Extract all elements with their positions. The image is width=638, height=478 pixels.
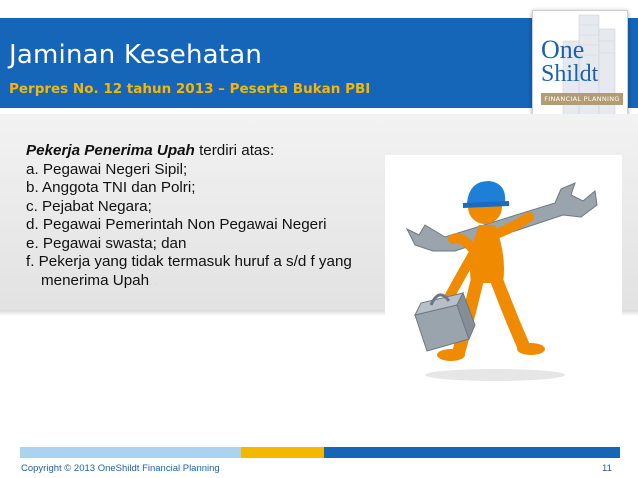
list-item: b. Anggota TNI dan Polri; — [26, 179, 196, 196]
page-number: 11 — [602, 463, 612, 474]
intro-line — [26, 142, 386, 161]
slide-title: Jaminan Kesehatan — [9, 40, 263, 70]
list-item: d. Pegawai Pemerintah Non Pegawai Negeri — [26, 216, 327, 233]
list-item: e. Pegawai swasta; dan — [26, 234, 187, 252]
footer-bar-light — [20, 447, 241, 458]
logo-text-one: One — [541, 35, 585, 64]
worker-illustration — [385, 155, 622, 388]
intro-emphasis: Pekerja Penerima Upah — [26, 142, 195, 159]
list-item: c. Pejabat Negara; — [26, 197, 152, 215]
footer-bar-yellow — [241, 447, 324, 458]
footer-bar-blue — [324, 447, 620, 458]
oneshildt-logo — [532, 10, 628, 130]
list-item: f. Pekerja yang tidak termasuk huruf a s/d f yang — [26, 253, 352, 270]
list-item: a. Pegawai Negeri Sipil; — [26, 160, 188, 178]
footer-copyright: Copyright © 2013 OneShildt Financial Planning — [21, 463, 220, 474]
intro-rest: terdiri atas: — [194, 142, 275, 159]
logo-text-shildt: Shildt — [541, 61, 599, 87]
worker-with-wrench-and-toolbox-icon — [385, 155, 622, 388]
logo-tagline: FINANCIAL PLANNING — [541, 93, 623, 105]
continuation-tail: .. — [149, 271, 158, 289]
continuation-text: menerima Upah — [41, 271, 150, 289]
content-text — [26, 142, 386, 290]
participant-list — [26, 161, 386, 291]
list-item-continuation — [26, 272, 386, 291]
slide-subtitle: Perpres No. 12 tahun 2013 – Peserta Bukan PBI — [9, 81, 371, 97]
